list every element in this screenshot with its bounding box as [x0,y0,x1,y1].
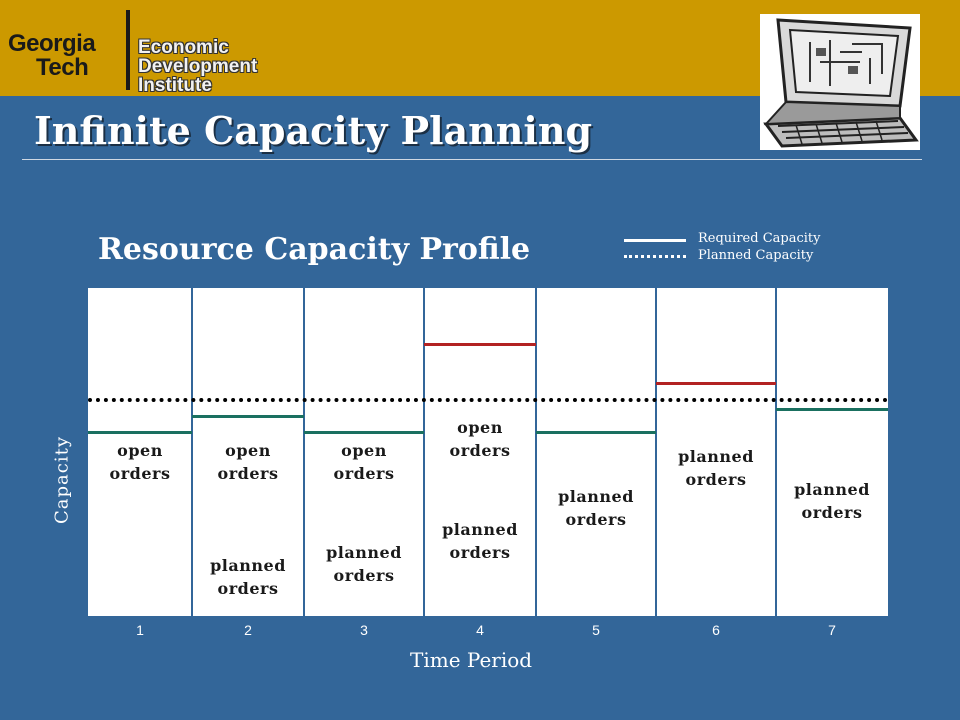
region-label-line: orders [449,542,511,562]
slide-title: Infinite Capacity Planning [34,108,593,153]
logo-line-institute: Institute [138,75,212,96]
period-divider [655,288,657,616]
region-label-open-period-1 [110,439,171,485]
required-capacity-period-1 [88,431,192,434]
x-tick-label: 6 [712,622,720,638]
logo-line-development: Development [138,56,258,77]
legend-required-label: Required Capacity [698,231,821,246]
legend-required-swatch [624,239,686,242]
x-tick-label: 2 [244,622,252,638]
period-divider [191,288,193,616]
x-tick-label: 1 [136,622,144,638]
required-capacity-period-6 [656,382,776,385]
region-label-planned-period-3 [326,541,402,587]
logo-line-tech: Tech [36,54,89,81]
region-label-planned-period-6 [678,445,754,491]
legend-planned-label: Planned Capacity [698,248,814,263]
region-label-line: open [457,417,503,437]
region-label-line: orders [801,503,863,523]
region-label-line: open [117,440,163,460]
x-tick-label: 7 [828,622,836,638]
region-label-line: orders [449,440,511,460]
period-divider [423,288,425,616]
region-label-line: orders [217,578,279,598]
x-tick-label: 4 [476,622,484,638]
region-label-line: planned [210,555,286,575]
region-label-open-period-3 [334,439,395,485]
region-label-line: orders [333,565,395,585]
region-label-line: open [225,440,271,460]
x-axis-label: Time Period [410,648,533,672]
region-label-open-period-4 [450,416,511,462]
legend-planned-swatch [624,255,686,258]
planned-capacity-line [88,398,888,402]
region-label-line: planned [678,447,754,467]
region-label-planned-period-7 [794,478,870,524]
x-tick-label: 3 [360,622,368,638]
plot-area [88,288,888,616]
required-capacity-period-7 [776,408,888,411]
required-capacity-period-5 [536,431,656,434]
required-capacity-period-4 [424,343,536,346]
region-label-line: orders [685,470,747,490]
region-label-line: planned [558,486,634,506]
logo-line-economic: Economic [138,37,229,58]
region-label-line: planned [326,542,402,562]
region-label-line: open [341,440,387,460]
region-label-line: planned [794,480,870,500]
region-label-line: orders [565,509,627,529]
region-label-line: orders [109,463,171,483]
region-label-line: orders [217,463,279,483]
region-label-line: orders [333,463,395,483]
logo-line-georgia: Georgia [8,30,96,57]
period-divider [303,288,305,616]
period-divider [775,288,777,616]
region-label-planned-period-4 [442,518,518,564]
y-axis-label: Capacity [51,436,73,524]
x-tick-label: 5 [592,622,600,638]
required-capacity-period-2 [192,415,304,418]
required-capacity-period-3 [304,431,424,434]
region-label-open-period-2 [218,439,279,485]
region-label-planned-period-2 [210,554,286,600]
period-divider [535,288,537,616]
region-label-planned-period-5 [558,485,634,531]
chart-title: Resource Capacity Profile [98,232,531,267]
region-label-line: planned [442,519,518,539]
